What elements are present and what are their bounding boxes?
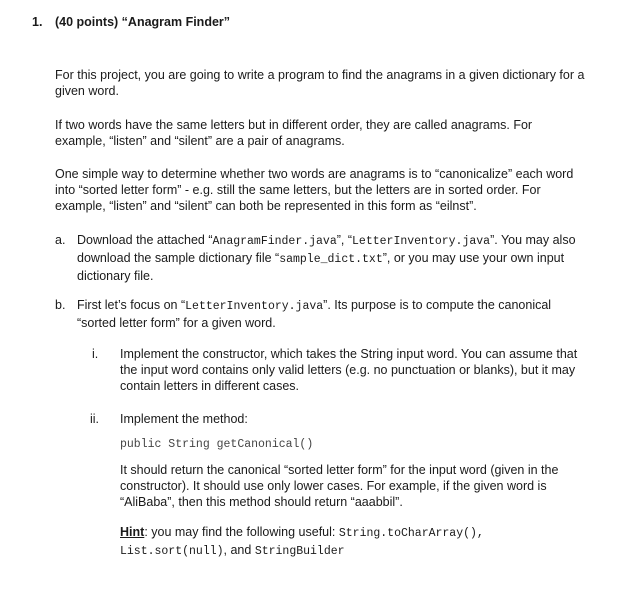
code-list-sort: List.sort(null)	[120, 545, 224, 558]
item-ii-description: It should return the canonical “sorted letter form” for the input word (given in the constructor). It should use only lower cases. For example, if the given word is “AliBaba”, then this method should return “aaabbil”.	[120, 463, 559, 509]
file-sample-dict: sample_dict.txt	[279, 253, 383, 266]
part-a-text-1: Download the attached “	[77, 233, 213, 247]
question-number: 1.	[32, 15, 43, 29]
part-a-text-3: ”. You may also download the sample dictionary file “	[77, 233, 576, 265]
part-b-marker: b.	[55, 298, 66, 312]
part-b-text-1: First let’s focus on “	[77, 298, 186, 312]
file-letter-inventory: LetterInventory.java	[352, 235, 491, 248]
item-i-marker: i.	[92, 347, 99, 361]
code-string-builder: StringBuilder	[254, 545, 345, 558]
hint-text-2: , and	[223, 543, 255, 557]
question-title: (40 points) “Anagram Finder”	[55, 15, 231, 29]
hint-text-1: : you may find the following useful:	[144, 525, 339, 539]
file-letter-inventory-b: LetterInventory.java	[185, 300, 324, 313]
intro-paragraph-1: For this project, you are going to write a program to find the anagrams in a given dictionary for a given word.	[55, 68, 585, 98]
part-b-text-2: ”. Its purpose is to compute the canonical “sorted letter form” for a given word.	[77, 298, 552, 330]
item-ii-marker: ii.	[90, 412, 100, 426]
part-a-text-2: ”, “	[336, 233, 353, 247]
code-to-char-array: String.toCharArray(),	[338, 527, 484, 540]
part-a-text-4: ”, or you may use your own input dictionary file.	[77, 251, 565, 283]
method-signature-code: public String getCanonical()	[120, 438, 314, 451]
part-a-text	[77, 232, 582, 284]
file-anagram-finder: AnagramFinder.java	[212, 235, 337, 248]
item-ii-text: Implement the method:	[120, 412, 248, 426]
hint-label: Hint	[120, 525, 145, 539]
part-a-marker: a.	[55, 233, 66, 247]
item-i-text: Implement the constructor, which takes the String input word. You can assume that the input word contains only valid letters (e.g. no punctuation or blanks), but it may contain letters in different cases.	[120, 347, 578, 393]
intro-paragraph-2: If two words have the same letters but in different order, they are called anagrams. For example, “listen” and “silent” are a pair of anagrams.	[55, 118, 533, 148]
part-b-text	[77, 297, 582, 331]
hint-text	[120, 524, 580, 560]
intro-paragraph-3: One simple way to determine whether two words are anagrams is to “canonicalize” each word into “sorted letter form” - e.g. still the same letters, but the letters are in sorted order. For example, “listen” and “silent” can both be represented in this form as “eilnst”.	[55, 167, 574, 213]
